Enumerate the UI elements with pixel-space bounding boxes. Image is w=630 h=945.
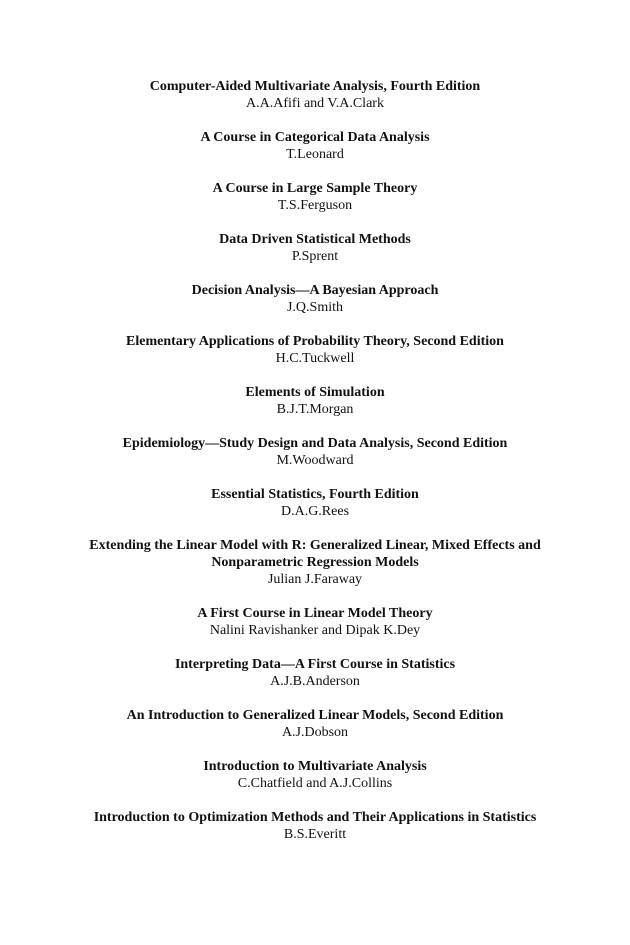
book-entry	[0, 605, 630, 639]
book-author: T.Leonard	[286, 147, 344, 162]
book-title: Elements of Simulation	[245, 385, 385, 400]
book-author: B.J.T.Morgan	[276, 402, 354, 417]
book-title: Essential Statistics, Fourth Edition	[211, 487, 419, 502]
book-author: Julian J.Faraway	[267, 572, 363, 587]
book-entry	[0, 333, 630, 367]
book-author: A.J.B.Anderson	[270, 674, 360, 689]
book-author: J.Q.Smith	[286, 300, 343, 315]
book-author: Nalini Ravishanker and Dipak K.Dey	[209, 623, 421, 638]
book-author: B.S.Everitt	[283, 827, 347, 842]
book-title: A Course in Categorical Data Analysis	[200, 130, 430, 145]
book-author: A.A.Afifi and V.A.Clark	[246, 96, 384, 111]
book-title: A Course in Large Sample Theory	[212, 181, 418, 196]
book-author: A.J.Dobson	[281, 725, 349, 740]
book-entry	[0, 78, 630, 112]
book-title: Elementary Applications of Probability Theory, Second Edition	[126, 334, 504, 349]
book-entry	[0, 282, 630, 316]
book-author: H.C.Tuckwell	[275, 351, 355, 366]
book-title: Extending the Linear Model with R: Generalized Linear, Mixed Effects and Nonparametric Regression Models	[89, 538, 541, 570]
book-entry	[0, 809, 630, 843]
book-author: D.A.G.Rees	[280, 504, 350, 519]
book-title: A First Course in Linear Model Theory	[197, 606, 433, 621]
book-entry	[0, 384, 630, 418]
book-entry	[0, 435, 630, 469]
book-title: Interpreting Data—A First Course in Statistics	[174, 657, 456, 672]
book-entry	[0, 180, 630, 214]
book-entry	[0, 231, 630, 265]
book-title: Introduction to Optimization Methods and Their Applications in Statistics	[93, 810, 537, 825]
book-author: P.Sprent	[291, 249, 339, 264]
book-entry	[0, 129, 630, 163]
book-title: Introduction to Multivariate Analysis	[203, 759, 427, 774]
book-title: Decision Analysis—A Bayesian Approach	[191, 283, 439, 298]
book-author: T.S.Ferguson	[277, 198, 353, 213]
book-title: Computer-Aided Multivariate Analysis, Fourth Edition	[149, 79, 481, 94]
book-entry	[0, 537, 630, 588]
book-entry	[0, 707, 630, 741]
book-entry	[0, 656, 630, 690]
book-title: Epidemiology—Study Design and Data Analysis, Second Edition	[122, 436, 508, 451]
book-author: M.Woodward	[276, 453, 354, 468]
book-author: C.Chatfield and A.J.Collins	[237, 776, 393, 791]
book-entry	[0, 758, 630, 792]
book-title: Data Driven Statistical Methods	[219, 232, 411, 247]
book-title: An Introduction to Generalized Linear Models, Second Edition	[126, 708, 504, 723]
book-entry	[0, 486, 630, 520]
book-list	[0, 78, 630, 860]
